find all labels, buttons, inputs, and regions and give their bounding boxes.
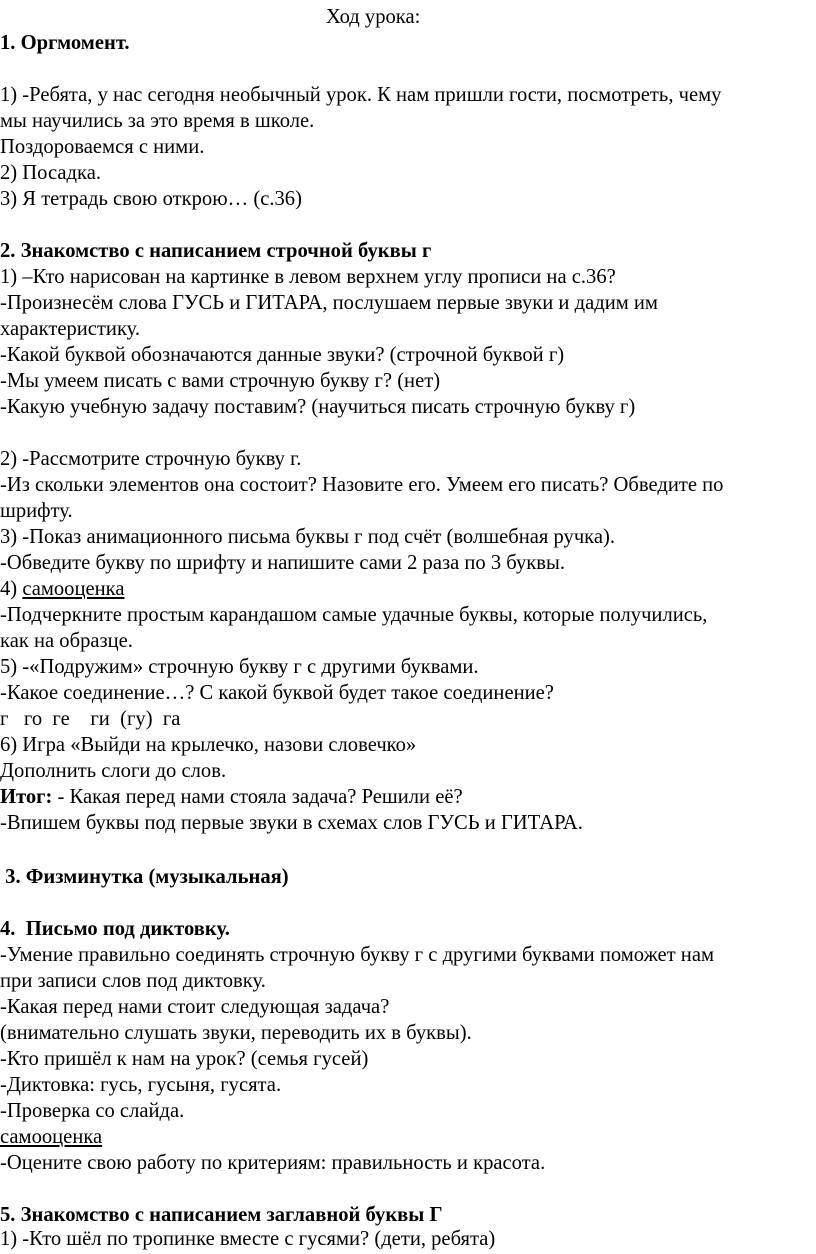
section-3-heading: 3. Физминутка (музыкальная)	[0, 866, 289, 888]
text-line: Поздороваемся с ними.	[0, 136, 205, 158]
text-line: -Какая перед нами стоит следующая задача?	[0, 996, 390, 1018]
syllables-line: г го ге ги (гу) га	[0, 708, 181, 730]
section-4-heading: 4. Письмо под диктовку.	[0, 918, 230, 940]
text-line: 3) Я тетрадь свою открою… (с.36)	[0, 188, 302, 210]
page-title: Ход урока:	[326, 6, 421, 28]
text-line: 1) -Кто шёл по тропинке вместе с гусями? (дети, ребята)	[0, 1228, 496, 1250]
text-line: как на образце.	[0, 630, 133, 652]
text-line: -Произнесём слова ГУСЬ и ГИТАРА, послушаем первые звуки и дадим им	[0, 292, 658, 314]
text-line: -Проверка со слайда.	[0, 1100, 185, 1122]
text-line: 2) -Рассмотрите строчную букву г.	[0, 448, 302, 470]
section-5-heading: 5. Знакомство с написанием заглавной буквы Г	[0, 1204, 443, 1226]
text-line: мы научились за это время в школе.	[0, 110, 315, 132]
text-line: -Какой буквой обозначаются данные звуки? (строчной буквой г)	[0, 344, 565, 366]
text-line: 3) -Показ анимационного письма буквы г под счёт (волшебная ручка).	[0, 526, 616, 548]
text-line: при записи слов под диктовку.	[0, 970, 266, 992]
text-line: -Кто пришёл к нам на урок? (семья гусей)	[0, 1048, 369, 1070]
text-line: Дополнить слоги до слов.	[0, 760, 227, 782]
text-line: характеристику.	[0, 318, 141, 340]
text-line: -Умение правильно соединять строчную букву г с другими буквами поможет нам	[0, 944, 715, 966]
text-line: -Мы умеем писать с вами строчную букву г? (нет)	[0, 370, 441, 392]
text-line: 6) Игра «Выйди на крылечко, назови словечко»	[0, 734, 417, 756]
self-assessment-line	[0, 576, 125, 602]
text-line: -Обведите букву по шрифту и напишите сами 2 раза по 3 буквы.	[0, 552, 566, 574]
text-line: 5) -«Подружим» строчную букву г с другими буквами.	[0, 656, 479, 678]
text-line: шрифту.	[0, 500, 73, 522]
text-line: -Какую учебную задачу поставим? (научиться писать строчную букву г)	[0, 396, 636, 418]
self-assessment-label: самооценка	[22, 578, 125, 600]
text-line: -Оцените свою работу по критериям: правильность и красота.	[0, 1152, 546, 1174]
summary-line	[0, 784, 463, 810]
text-line: 1) –Кто нарисован на картинке в левом верхнем углу прописи на с.36?	[0, 266, 616, 288]
section-2-heading: 2. Знакомство с написанием строчной буквы г	[0, 240, 432, 262]
section-1-heading: 1. Оргмомент.	[0, 32, 130, 54]
text-line: -Какое соединение…? С какой буквой будет такое соединение?	[0, 682, 554, 704]
list-number: 4)	[0, 578, 23, 600]
text-line: -Из скольки элементов она состоит? Назовите его. Умеем его писать? Обведите по	[0, 474, 724, 496]
text-line: -Диктовка: гусь, гусыня, гусята.	[0, 1074, 282, 1096]
summary-label: Итог:	[0, 786, 53, 808]
text-line: (внимательно слушать звуки, переводить их в буквы).	[0, 1022, 472, 1044]
text-line: -Впишем буквы под первые звуки в схемах слов ГУСЬ и ГИТАРА.	[0, 812, 583, 834]
self-assessment-label: самооценка	[0, 1126, 103, 1148]
text-line: 1) -Ребята, у нас сегодня необычный урок. К нам пришли гости, посмотреть, чему	[0, 84, 722, 106]
text-line: -Подчеркните простым карандашом самые удачные буквы, которые получились,	[0, 604, 708, 626]
text-line: 2) Посадка.	[0, 162, 101, 184]
summary-text: - Какая перед нами стояла задача? Решили её?	[52, 786, 463, 808]
